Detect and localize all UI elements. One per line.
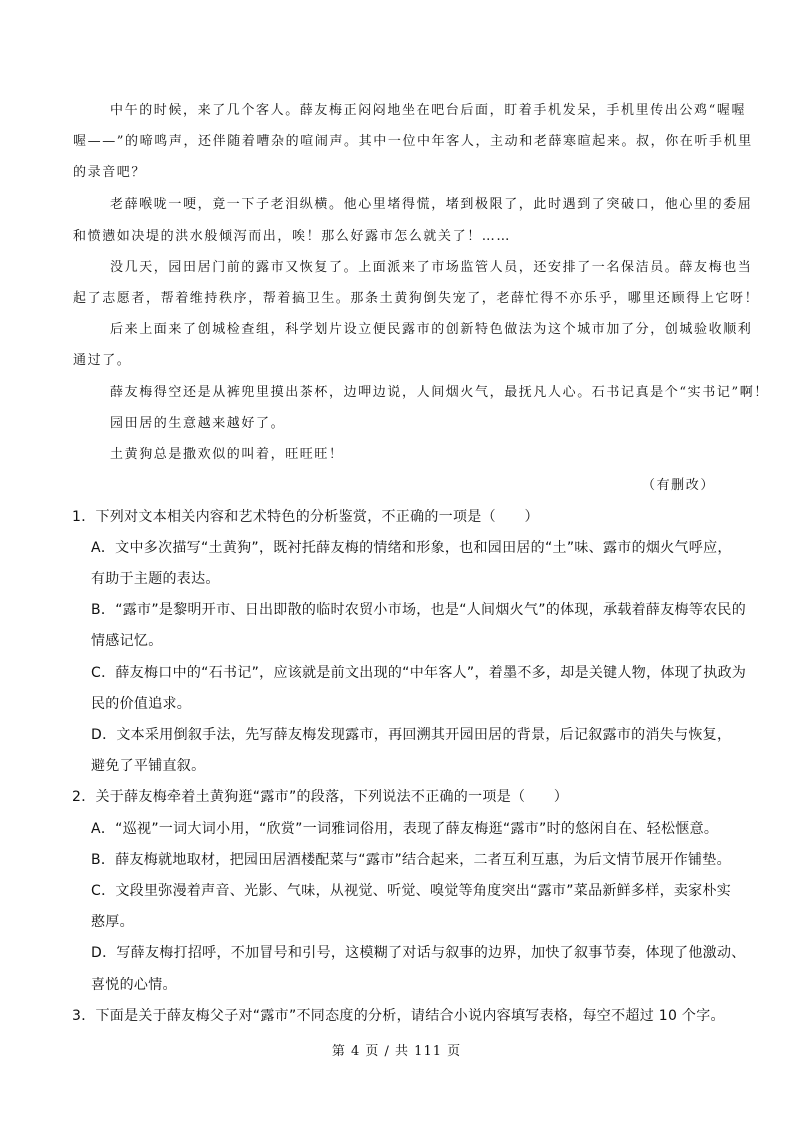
question-1-option-b: B．“露市”是黎明开市、日出即散的临时农贸小市场，也是“人间烟火气”的体现，承载着薛友梅等农民的 — [91, 602, 747, 618]
question-2-option-b: B．薛友梅就地取材，把园田居酒楼配菜与“露市”结合起来，二者互利互惠，为后文情节展开作铺垫。 — [91, 852, 731, 868]
question-1-option-d: D．文本采用倒叙手法，先写薛友梅发现露市，再回溯其开园田居的背景，后记叙露市的消失与恢复， — [91, 727, 732, 743]
passage-line: 薛友梅得空还是从裤兜里摸出茶杯，边呷边说，人间烟火气，最抚凡人心。石书记真是个“实书记”啊！ — [110, 385, 769, 400]
question-2-option-a: A．“巡视”一词大词小用，“欣赏”一词雅词俗用，表现了薛友梅逛“露市”时的悠闲自在、轻松惬意。 — [91, 821, 719, 837]
source-note: （有删改） — [641, 478, 715, 493]
passage-line: 喔——”的啼鸣声，还伴随着嘈杂的喧闹声。其中一位中年客人，主动和老薛寒暄起来。叔，你在听手机里 — [73, 134, 753, 149]
question-2-option-c-cont: 憨厚。 — [91, 914, 134, 930]
question-1-option-a: A．文中多次描写“土黄狗”，既衬托薛友梅的情绪和形象，也和园田居的“土”味、露市的烟火气呼应， — [91, 540, 732, 556]
passage-line: 园田居的生意越来越好了。 — [110, 416, 286, 431]
question-1-option-a-cont: 有助于主题的表达。 — [91, 571, 220, 587]
passage-line: 后来上面来了创城检查组，科学划片设立便民露市的创新特色做法为这个城市加了分，创城验收顺利 — [110, 322, 753, 337]
passage-line: 老薛喉咙一哽，竟一下子老泪纵横。他心里堵得慌，堵到极限了，此时遇到了突破口，他心里的委屈 — [110, 197, 753, 212]
passage-line: 和愤懑如决堤的洪水般倾泻而出，唉！那么好露市怎么就关了！…… — [73, 229, 512, 244]
question-2-stem: 2．关于薛友梅牵着土黄狗逛“露市”的段落，下列说法不正确的一项是（ ） — [72, 789, 569, 805]
question-3-stem: 3．下面是关于薛友梅父子对“露市”不同态度的分析，请结合小说内容填写表格，每空不超过 10 个字。 — [72, 1008, 725, 1024]
page-footer: 第 4 页 / 共 111 页 — [331, 1044, 462, 1059]
passage-line: 没几天，园田居门前的露市又恢复了。上面派来了市场监管人员，还安排了一名保洁员。薛友梅也当 — [110, 260, 753, 275]
question-2-option-c: C．文段里弥漫着声音、光影、气味，从视觉、听觉、嗅觉等角度突出“露市”菜品新鲜多样，卖家朴实 — [91, 883, 732, 899]
passage-line: 中午的时候，来了几个客人。薛友梅正闷闷地坐在吧台后面，盯着手机发呆，手机里传出公鸡“喔喔 — [110, 103, 747, 118]
passage-line: 土黄狗总是撒欢似的叫着，旺旺旺！ — [110, 447, 344, 462]
question-2-option-d-cont: 喜悦的心情。 — [91, 977, 177, 993]
passage-line: 通过了。 — [73, 353, 132, 368]
passage-line: 起了志愿者，帮着维持秩序，帮着搞卫生。那条土黄狗倒失宠了，老薛忙得不亦乐乎，哪里还顾得上它呀！ — [73, 291, 760, 306]
question-1-option-c-cont: 民的价值追求。 — [91, 696, 192, 712]
question-1-option-d-cont: 避免了平铺直叙。 — [91, 758, 206, 774]
question-1-stem: 1．下列对文本相关内容和艺术特色的分析鉴赏，不正确的一项是（ ） — [72, 509, 539, 525]
question-2-option-d: D．写薛友梅打招呼，不加冒号和引号，这模糊了对话与叙事的边界，加快了叙事节奏，体现了他激动、 — [91, 945, 746, 961]
question-1-option-b-cont: 情感记忆。 — [91, 633, 163, 649]
passage-line: 的录音吧？ — [73, 165, 147, 180]
question-1-option-c: C．薛友梅口中的“石书记”，应该就是前文出现的“中年客人”，着墨不多，却是关键人物，体现了执政为 — [91, 665, 747, 681]
